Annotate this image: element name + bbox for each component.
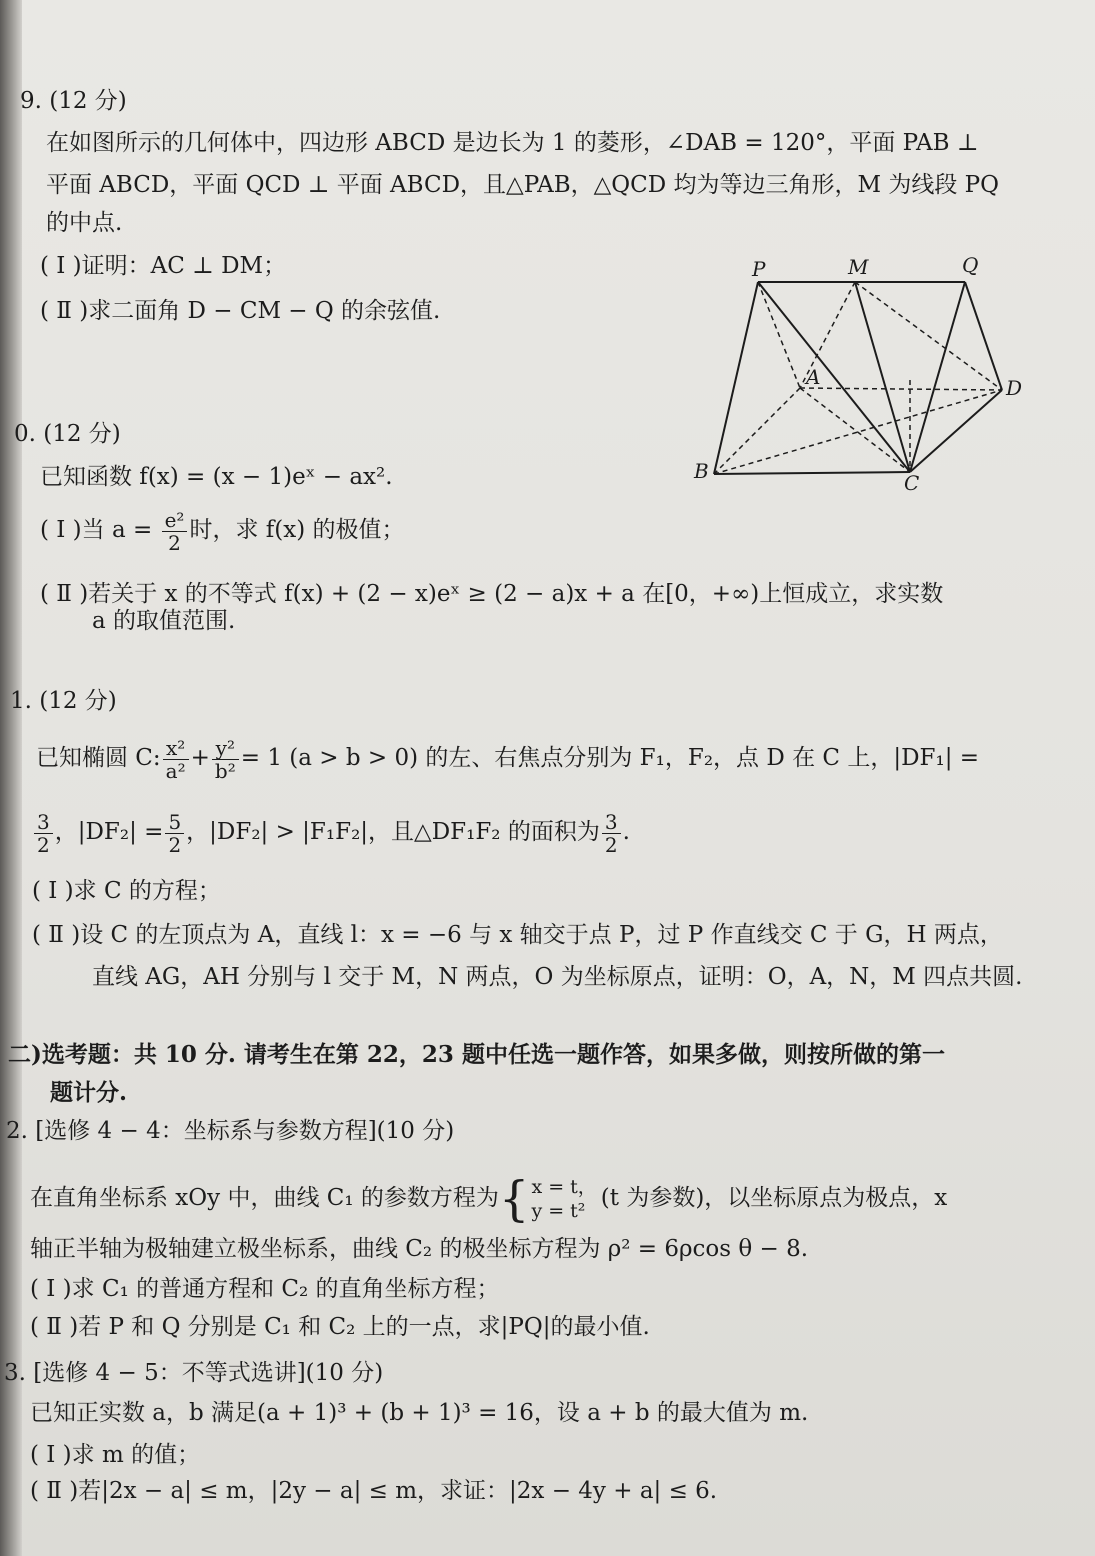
q19-part2: ( Ⅱ )求二面角 D − CM − Q 的余弦值. [40, 298, 441, 324]
q19-line1: 在如图所示的几何体中，四边形 ABCD 是边长为 1 的菱形，∠DAB = 120°，平面 PAB ⊥ [46, 130, 979, 156]
label-d: D [1006, 376, 1023, 400]
edge-qd [965, 282, 1002, 390]
q22-line2: 轴正半轴为极轴建立极坐标系，曲线 C₂ 的极坐标方程为 ρ² = 6ρcos θ − 8. [30, 1236, 809, 1262]
label-b: B [694, 459, 709, 483]
edge-md [855, 282, 1002, 390]
q21-area-fraction [602, 811, 621, 856]
q20-a-denominator: 2 [168, 530, 181, 555]
q22-param-system [531, 1175, 596, 1223]
q21-line2-end: . [622, 819, 630, 845]
page-binding-shadow [0, 0, 22, 1556]
q21-part1: ( Ⅰ )求 C 的方程； [32, 878, 221, 904]
q22-part1: ( Ⅰ )求 C₁ 的普通方程和 C₂ 的直角坐标方程； [30, 1276, 500, 1302]
q21-line2 [32, 806, 630, 858]
edge-qc [910, 282, 965, 472]
q20-part2-line1: ( Ⅱ )若关于 x 的不等式 f(x) + (2 − x)eˣ ≥ (2 − a)x + a 在[0，+∞)上恒成立，求实数 [40, 581, 944, 607]
q21-df1-denominator: 2 [37, 832, 50, 857]
q23-line1: 已知正实数 a，b 满足(a + 1)³ + (b + 1)³ = 16，设 a + b 的最大值为 m. [30, 1400, 809, 1426]
q20-header: 0. (12 分) [14, 421, 121, 447]
q21-plus: + [190, 745, 210, 771]
label-m: M [848, 255, 869, 279]
q20-part2-line2: a 的取值范围. [92, 608, 236, 634]
section2-line2: 题计分. [50, 1079, 128, 1106]
q21-area-numerator: 3 [602, 811, 621, 834]
label-p: P [752, 257, 766, 281]
q20-part1-pre: ( Ⅰ )当 a = [40, 517, 160, 543]
edge-ab [714, 388, 800, 474]
q21-line1 [36, 732, 979, 784]
label-c: C [904, 471, 920, 495]
q22-part2: ( Ⅱ )若 P 和 Q 分别是 C₁ 和 C₂ 上的一点，求|PQ|的最小值. [30, 1314, 650, 1340]
q22-line1-pre: 在直角坐标系 xOy 中，曲线 C₁ 的参数方程为 [30, 1185, 499, 1211]
q22-param-y: y = t² [531, 1200, 586, 1222]
q20-a-numerator: e² [162, 509, 188, 532]
geometry-diagram [690, 250, 1040, 495]
q22-param-x: x = t， [531, 1176, 597, 1198]
section2-line1: 二)选考题：共 10 分. 请考生在第 22，23 题中任选一题作答，如果多做，则按所做的第一 [8, 1041, 945, 1068]
q22-line1 [30, 1170, 947, 1226]
q22-line1-post: (t 为参数)，以坐标原点为极点，x [600, 1185, 948, 1211]
q21-df1-numerator: 3 [34, 811, 53, 834]
q21-part2-line2: 直线 AG，AH 分别与 l 交于 M，N 两点，O 为坐标原点，证明：O，A，N，M 四点共圆. [92, 964, 1023, 990]
q23-part1: ( Ⅰ )求 m 的值； [30, 1442, 201, 1468]
label-q: Q [962, 253, 979, 277]
edge-mc [855, 282, 910, 472]
q21-df2-denominator: 2 [168, 832, 182, 857]
q20-part1-post: 时，求 f(x) 的极值； [189, 517, 405, 543]
q19-line3: 的中点. [46, 210, 123, 236]
q21-area-denominator: 2 [604, 832, 618, 857]
q21-y-numerator: y² [212, 737, 239, 760]
q21-line2-mid: ，|DF₂| = [54, 819, 164, 845]
q21-x-denominator: a² [165, 758, 186, 783]
q21-line1-post: = 1 (a > b > 0) 的左、右焦点分别为 F₁，F₂，点 D 在 C 上，|DF₁| = [240, 745, 980, 771]
label-a: A [806, 365, 821, 389]
q21-line1-pre: 已知椭圆 C: [36, 745, 161, 771]
q21-y-denominator: b² [214, 758, 236, 783]
q22-header: 2. [选修 4 − 4：坐标系与参数方程](10 分) [6, 1118, 455, 1144]
q21-x-numerator: x² [163, 737, 189, 760]
q21-df1-fraction [34, 811, 53, 856]
q21-y-fraction [212, 737, 239, 782]
q21-df2-fraction [165, 811, 184, 856]
q21-df2-numerator: 5 [165, 811, 184, 834]
q20-part1 [40, 504, 405, 556]
edge-pc [758, 282, 910, 472]
q21-line2-post: ，|DF₂| > |F₁F₂|，且△DF₁F₂ 的面积为 [186, 819, 600, 845]
q23-header: 3. [选修 4 − 5：不等式选讲](10 分) [4, 1360, 384, 1386]
q22-brace: { [498, 1171, 530, 1227]
q19-line2: 平面 ABCD，平面 QCD ⊥ 平面 ABCD，且△PAB，△QCD 均为等边三角形，M 为线段 PQ [46, 172, 999, 198]
q23-part2: ( Ⅱ )若|2x − a| ≤ m，|2y − a| ≤ m，求证：|2x − 4y + a| ≤ 6. [30, 1478, 718, 1504]
q21-x-fraction [163, 737, 189, 782]
q19-header: 9. (12 分) [20, 88, 127, 114]
edge-cd [910, 390, 1002, 472]
q20-a-fraction [162, 509, 188, 554]
q21-header: 1. (12 分) [10, 688, 117, 714]
edge-ad [800, 388, 1002, 390]
q20-line1: 已知函数 f(x) = (x − 1)eˣ − ax². [40, 464, 393, 490]
edge-ac [800, 388, 910, 472]
edge-pb [714, 282, 758, 474]
edge-bc [714, 472, 910, 474]
q21-part2-line1: ( Ⅱ )设 C 的左顶点为 A，直线 l：x = −6 与 x 轴交于点 P，过 P 作直线交 C 于 G，H 两点， [32, 922, 1003, 948]
q19-part1: ( Ⅰ )证明：AC ⊥ DM； [40, 253, 287, 279]
edge-pa [758, 282, 800, 388]
